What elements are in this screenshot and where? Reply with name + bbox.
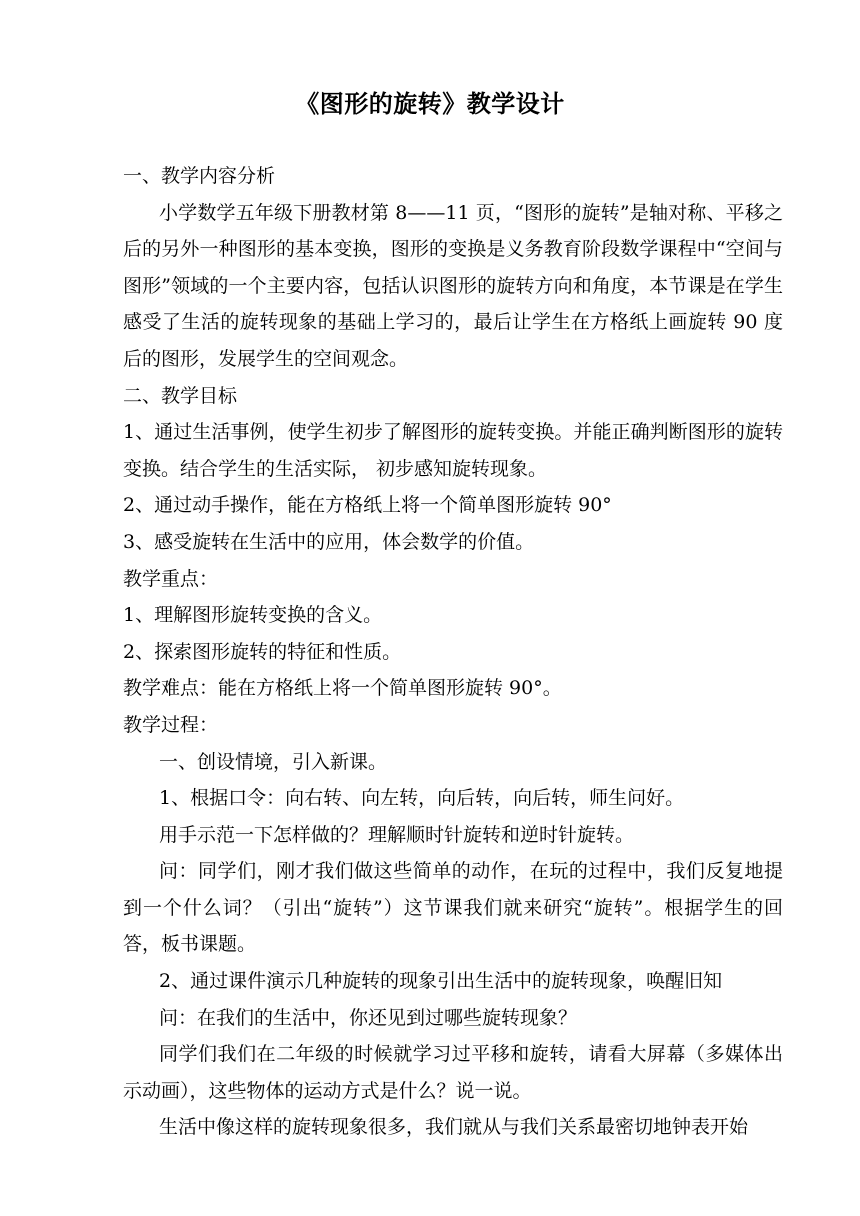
document-body <box>123 158 783 1146</box>
section-heading: 一、教学内容分析 <box>123 165 276 187</box>
body-paragraph: 问：在我们的生活中，你还见到过哪些旋转现象？ <box>159 1006 578 1029</box>
body-paragraph: 生活中像这样的旋转现象很多，我们就从与我们关系最密切地钟表开始 <box>159 1116 749 1139</box>
list-item: 1、通过生活事例，使学生初步了解图形的旋转变换。并能正确判断图形的旋转变换。结合学生的生活实际， 初步感知旋转现象。 <box>123 421 783 480</box>
body-paragraph: 同学们我们在二年级的时候就学习过平移和旋转，请看大屏幕（多媒体出示动画），这些物体的运动方式是什么？说一说。 <box>123 1043 783 1102</box>
body-paragraph: 用手示范一下怎样做的？理解顺时针旋转和逆时针旋转。 <box>159 823 635 846</box>
body-paragraph: 教学难点：能在方格纸上将一个简单图形旋转 90°。 <box>123 677 562 700</box>
list-item: 1、理解图形旋转变换的含义。 <box>123 604 383 627</box>
section-heading: 二、教学目标 <box>123 384 238 407</box>
body-paragraph: 1、根据口令：向右转、向左转，向后转，向后转，师生问好。 <box>159 787 685 810</box>
body-paragraph: 一、创设情境，引入新课。 <box>159 750 388 773</box>
document-title: 《图形的旋转》教学设计 <box>295 90 565 118</box>
body-paragraph: 问：同学们，刚才我们做这些简单的动作，在玩的过程中，我们反复地提到一个什么词？（引出“旋转”）这节课我们就来研究“旋转”。根据学生的回答，板书课题。 <box>123 860 783 956</box>
section-heading: 教学过程： <box>123 713 219 736</box>
list-item: 3、感受旋转在生活中的应用，体会数学的价值。 <box>123 530 535 553</box>
body-paragraph: 小学数学五年级下册教材第 8——11 页，“图形的旋转”是轴对称、平移之后的另外一种图形的基本变换，图形的变换是义务教育阶段数学课程中“空间与图形”领域的一个主要内容，包括认识图形的旋转方向和角度，本节课是在学生感受了生活的旋转现象的基础上学习的，最后让学生在方格纸上画旋转 90 度后的图形，发展学生的空间观念。 <box>123 201 783 370</box>
list-item: 2、通过动手操作，能在方格纸上将一个简单图形旋转 90° <box>123 494 612 517</box>
list-item: 2、探索图形旋转的特征和性质。 <box>123 640 402 663</box>
section-heading: 教学重点： <box>123 567 219 590</box>
body-paragraph: 2、通过课件演示几种旋转的现象引出生活中的旋转现象，唤醒旧知 <box>159 970 723 993</box>
